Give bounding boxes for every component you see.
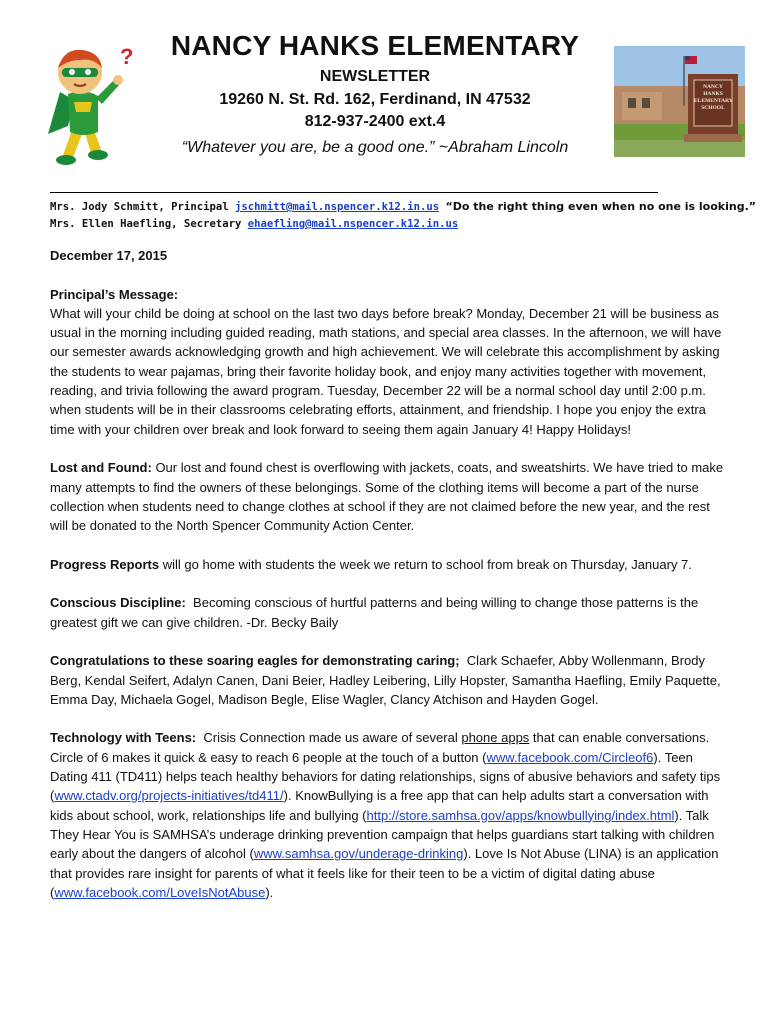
technology-text-1: Crisis Connection made us aware of several [203, 730, 458, 746]
mascot-illustration [40, 42, 132, 170]
principal-message-text: What will your child be doing at school on the last two days before break? Monday, December 21 will be business as usual in the morning including guided reading, math stations, and special area classes. In the afternoon, we will have our semester awards acknowledging growth and high achievement. We will celebrate this accomplishment by asking the students to wear pajamas, bring their favorite holiday book, and enjoy many activities together with movement, reading, and trivia following the award program. Tuesday, December 22 will be a normal school day until 2:00 p.m. when students will be in their classrooms celebrating efforts, attainment, and friendship. I hope you enjoy the extra time with your children over break and look forward to seeing them again January 4! Happy Holidays! [50, 305, 722, 437]
discipline-section [50, 593, 730, 632]
principal-line [50, 200, 756, 213]
lost-found-text: Our lost and found chest is overflowing with jackets, coats, and sweatshirts. We have tried to make many attempts to find the owners of these belongings. Some of the clothing items will become a part of the nurse collection when students need to change clothes at school if they are not claimed before the new year, and the rest will be donated to the North Spencer Community Action Center. [50, 460, 724, 534]
technology-text-6: ). Love Is Not Abuse (LINA) is an application that provides rare insight for parents of what it feels like for their teen to be a victim of digital dating abuse ( [50, 846, 719, 900]
technology-text-5: ). Talk They Hear You is SAMHSA’s underage drinking prevention campaign that helps guardians start talking with children early about the dangers of alcohol ( [50, 807, 715, 862]
lost-found-heading: Lost and Found: [50, 460, 152, 476]
circleof6-link[interactable]: www.facebook.com/Circleof6 [486, 749, 654, 765]
technology-text-7: ). [265, 884, 274, 900]
svg-text:?: ? [120, 44, 134, 69]
loveisnotabuse-link[interactable]: www.facebook.com/LoveIsNotAbuse [54, 884, 266, 900]
lost-found-section [50, 458, 730, 535]
technology-heading: Technology with Teens: [50, 730, 197, 746]
congrats-heading: Congratulations to these soaring eagles for demonstrating caring; [50, 653, 460, 669]
phone-apps-text: phone apps [461, 730, 530, 746]
header-quote: “Whatever you are, be a good one.” ~Abraham Lincoln [181, 139, 569, 156]
secretary-email-link[interactable]: ehaefling@mail.nspencer.k12.in.us [247, 218, 459, 230]
knowbullying-link[interactable]: http://store.samhsa.gov/apps/knowbullying/index.html [366, 807, 675, 823]
principal-message-section [50, 285, 730, 439]
progress-heading: Progress Reports [50, 556, 160, 572]
technology-text-4: ). KnowBullying is a free app that can help adults start a conversation with kids about school, work, relationships life and bullying ( [50, 788, 709, 823]
discipline-text: Becoming conscious of hurtful patterns and being willing to change those patterns is the greatest gift we can give children. -Dr. Becky Baily [50, 595, 699, 630]
samhsa-underage-link[interactable]: www.samhsa.gov/underage-drinking [253, 846, 464, 862]
technology-text-2: that can enable conversations. Circle of 6 makes it quick & easy to reach 6 people at the touch of a button ( [50, 730, 710, 765]
school-name: NANCY HANKS ELEMENTARY [170, 30, 580, 61]
technology-text-3: ). Teen Dating 411 (TD411) helps teach healthy behaviors for dating relationships, signs of abusive behaviors and safety tips ( [50, 749, 721, 804]
header-divider [50, 192, 658, 193]
newsletter-body [50, 246, 730, 921]
school-sign-text: NANCY HANKS ELEMENTARY SCHOOL [694, 84, 733, 111]
congrats-text: Clark Schaefer, Abby Wollenmann, Brody Berg, Kendal Seifert, Adalyn Canen, Dani Beier, Hadley Leibering, Lilly Hopster, Samantha Haefling, Emily Paquette, Emma Day, Michaela Gogel, Madison Begle, Elise Wagler, Clancy Atchison and Hayden Gogel. [50, 653, 721, 707]
school-address: 19260 N. St. Rd. 162, Ferdinand, IN 47532 [219, 91, 531, 108]
school-photo [614, 46, 745, 157]
discipline-heading: Conscious Discipline: [50, 595, 186, 611]
school-phone: 812-937-2400 ext.4 [304, 113, 446, 130]
progress-section [50, 555, 730, 574]
principal-message-heading: Principal’s Message: [50, 286, 179, 302]
secretary-label: Mrs. Ellen Haefling, Secretary [50, 218, 242, 230]
technology-section [50, 728, 730, 902]
principal-email-link[interactable]: jschmitt@mail.nspencer.k12.in.us [234, 201, 440, 213]
newsletter-date: December 17, 2015 [50, 248, 168, 263]
newsletter-label: NEWSLETTER [319, 68, 431, 85]
school-motto: “Do the right thing even when no one is looking.” [445, 200, 756, 213]
congrats-section [50, 651, 730, 709]
secretary-line [50, 218, 458, 230]
td411-link[interactable]: www.ctadv.org/projects-initiatives/td411/ [54, 788, 284, 804]
progress-text: will go home with students the week we return to school from break on Thursday, January 7. [162, 556, 692, 572]
principal-label: Mrs. Jody Schmitt, Principal [50, 201, 229, 213]
